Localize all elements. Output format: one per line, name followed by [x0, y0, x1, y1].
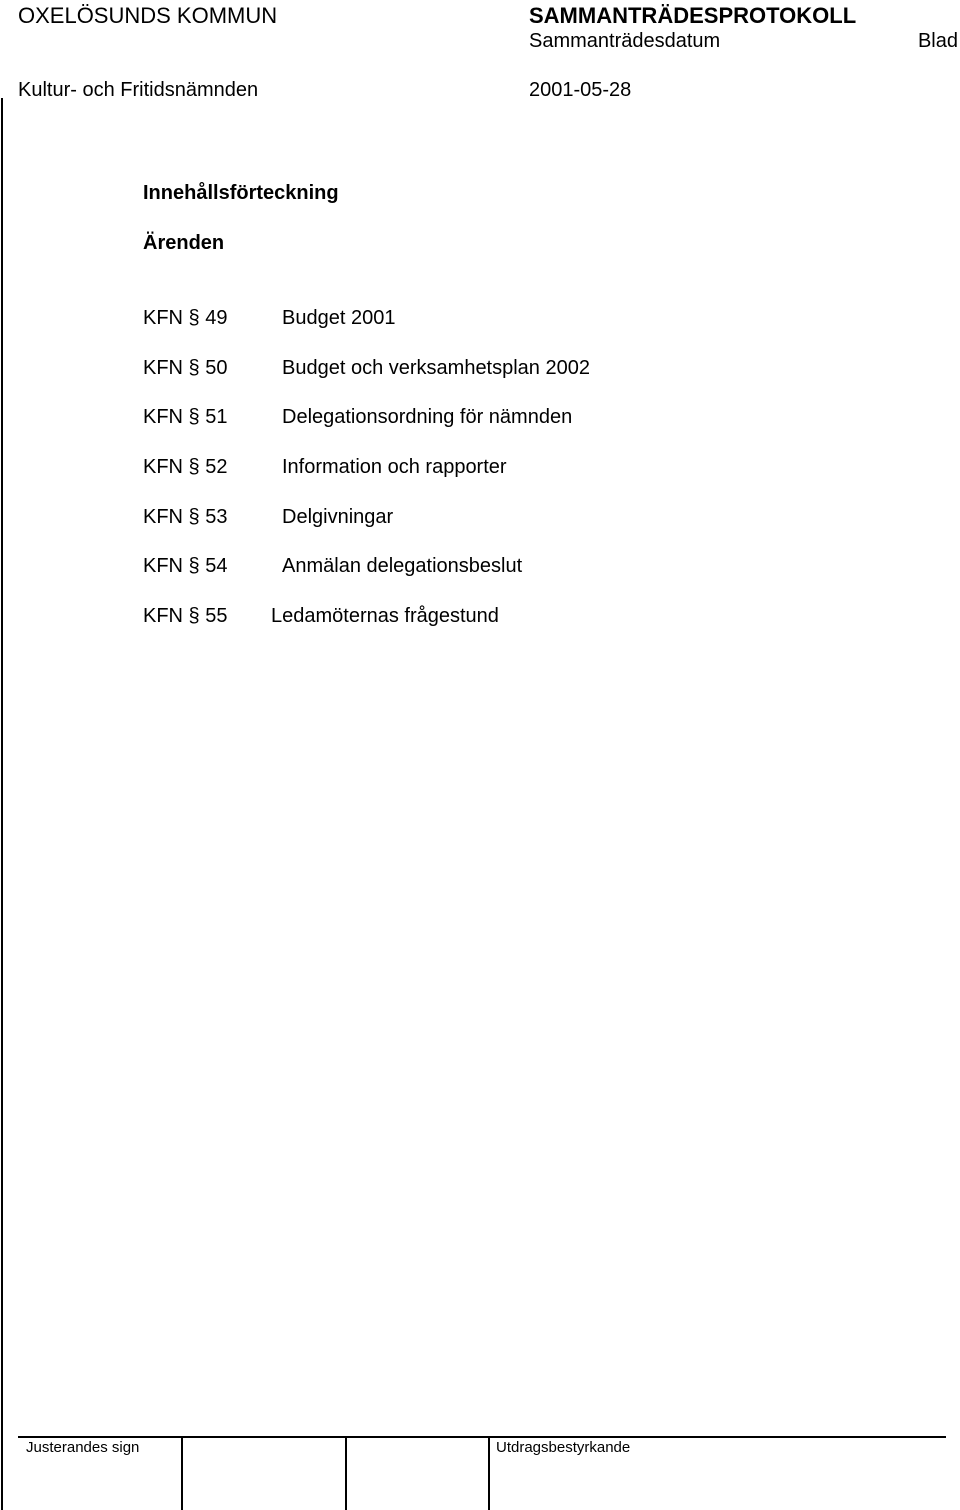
item-title: Information och rapporter — [282, 455, 507, 478]
signature-label: Justerandes sign — [26, 1439, 140, 1456]
table-of-contents-title: Innehållsförteckning — [143, 182, 339, 204]
item-title: Delegationsordning för nämnden — [282, 406, 573, 429]
item-reference: KFN § 54 — [143, 555, 228, 578]
item-reference: KFN § 51 — [143, 406, 228, 429]
organization-name: OXELÖSUNDS KOMMUN — [18, 3, 278, 28]
document-type: SAMMANTRÄDESPROTOKOLL — [529, 3, 857, 28]
footer-divider — [181, 1438, 183, 1510]
footer-rule — [18, 1436, 946, 1438]
item-reference: KFN § 49 — [143, 307, 228, 329]
footer-divider — [488, 1438, 490, 1510]
sheet-label: Blad — [917, 30, 958, 52]
certification-label: Utdragsbestyrkande — [496, 1439, 631, 1456]
item-title: Budget 2001 — [282, 307, 396, 329]
item-reference: KFN § 50 — [143, 356, 228, 379]
item-title: Ledamöternas frågestund — [271, 604, 499, 627]
item-reference: KFN § 52 — [143, 455, 228, 478]
footer-divider — [345, 1438, 347, 1510]
meeting-date-label: Sammanträdesdatum — [529, 30, 721, 52]
item-title: Delgivningar — [282, 505, 394, 528]
section-heading: Ärenden — [143, 232, 225, 254]
item-reference: KFN § 53 — [143, 505, 228, 528]
item-title: Budget och verksamhetsplan 2002 — [282, 356, 590, 379]
left-margin-rule — [1, 98, 3, 1510]
committee-name: Kultur- och Fritidsnämnden — [18, 79, 259, 101]
meeting-date: 2001-05-28 — [529, 79, 632, 101]
item-reference: KFN § 55 — [143, 604, 228, 627]
item-title: Anmälan delegationsbeslut — [282, 555, 523, 578]
